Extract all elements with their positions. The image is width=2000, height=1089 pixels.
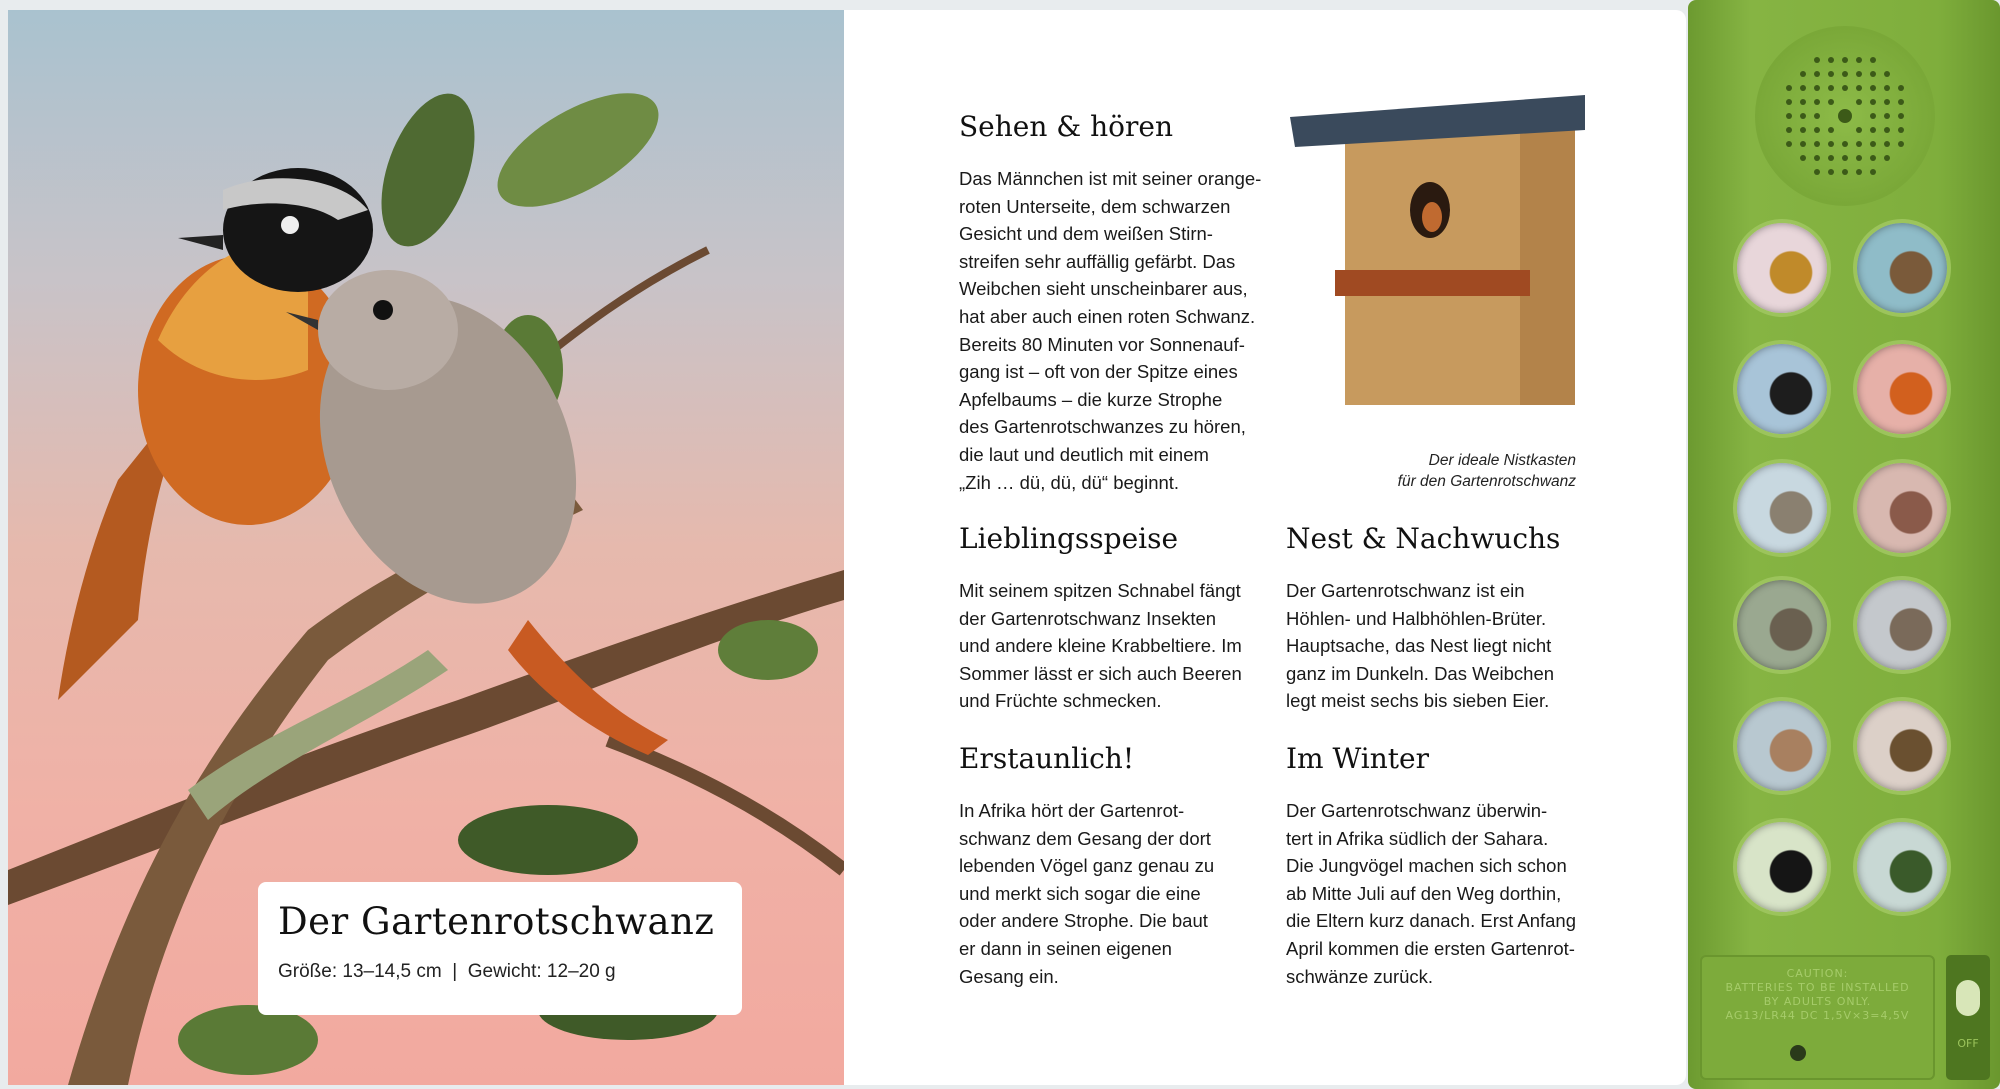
text-line: die Eltern kurz danach. Erst Anfang [1286,910,1577,932]
sound-button-owl[interactable] [1733,576,1831,674]
grille-hole [1786,99,1792,105]
grille-hole [1800,141,1806,147]
text-line: Apfelbaums – die kurze Strophe [959,388,1223,410]
section-heading-winter: Im Winter [1286,742,1429,775]
screw-icon [1790,1045,1806,1061]
grille-hole [1814,57,1820,63]
section-text-sehen [959,165,1261,496]
battery-caution-text: BY ADULTS ONLY. [1763,995,1872,1008]
grille-hole [1884,85,1890,91]
grille-hole [1842,141,1848,147]
grille-hole [1884,99,1890,105]
section-heading-sehen: Sehen & hören [959,110,1173,143]
grille-hole [1898,99,1904,105]
grille-hole [1842,155,1848,161]
text-line: Die Jungvögel machen sich schon [1286,855,1567,877]
text-line: er dann in seinen eigenen [959,937,1172,959]
section-text-lieblingsspeise [959,577,1242,715]
text-line: Sommer lässt er sich auch Beeren [959,662,1242,684]
text-line: schwanz dem Gesang der dort [959,827,1211,849]
grille-hole [1828,71,1834,77]
grille-hole [1814,141,1820,147]
grille-hole [1828,99,1834,105]
grille-hole [1870,99,1876,105]
sound-button-redstart-male[interactable] [1853,340,1951,438]
grille-hole [1828,85,1834,91]
switch-off-label: OFF [1957,1037,1979,1050]
grille-hole [1828,169,1834,175]
text-line: legt meist sechs bis sieben Eier. [1286,690,1550,712]
section-heading-lieblingsspeise: Lieblingsspeise [959,522,1179,555]
grille-hole [1814,99,1820,105]
text-line: oder andere Strophe. Die baut [959,910,1208,932]
sound-button-flycatcher[interactable] [1733,459,1831,557]
text-line: lebenden Vögel ganz genau zu [959,855,1215,877]
text-line: gang ist – oft von der Spitze eines [959,361,1238,383]
text-line: die laut und deutlich mit einem [959,443,1209,465]
grille-hole [1800,99,1806,105]
text-line: roten Unterseite, dem schwarzen [959,195,1231,217]
grille-hole [1870,113,1876,119]
grille-hole [1786,85,1792,91]
text-line: Der Gartenrotschwanz überwin- [1286,800,1548,821]
grille-hole [1884,155,1890,161]
grille-hole [1842,57,1848,63]
text-line: ab Mitte Juli auf den Weg dorthin, [1286,882,1562,904]
grille-hole [1786,127,1792,133]
grille-hole [1870,155,1876,161]
text-line: hat aber auch einen roten Schwanz. [959,305,1256,327]
grille-hole [1856,57,1862,63]
grille-hole [1884,127,1890,133]
text-line: des Gartenrotschwanzes zu hören, [959,416,1246,438]
battery-caution-text: BATTERIES TO BE INSTALLED [1725,981,1910,994]
text-line: Gesicht und dem weißen Stirn- [959,223,1213,245]
grille-hole [1814,155,1820,161]
power-switch[interactable] [1946,955,1990,1080]
battery-caution-text: AG13/LR44 DC 1,5V×3=4,5V [1725,1009,1910,1022]
text-line: „Zih … dü, dü, dü“ beginnt. [959,471,1180,493]
text-line: und andere kleine Krabbeltiere. Im [959,635,1242,657]
grille-hole [1828,155,1834,161]
text-line: ganz im Dunkeln. Das Weibchen [1286,662,1555,684]
grille-hole [1898,141,1904,147]
grille-hole [1856,99,1862,105]
grille-hole [1814,113,1820,119]
section-text-winter [1286,797,1576,990]
grille-hole [1884,113,1890,119]
grille-hole [1898,127,1904,133]
grille-hole [1814,71,1820,77]
text-line: der Gartenrotschwanz Insekten [959,607,1217,629]
caption-line: Der ideale Nistkasten [1428,452,1576,469]
sound-button-sparrow[interactable] [1853,219,1951,317]
text-line: schwänze zurück. [1286,965,1434,987]
grille-hole [1800,113,1806,119]
grille-hole [1856,127,1862,133]
grille-hole [1842,85,1848,91]
text-line: und Früchte schmecken. [959,690,1162,712]
grille-hole [1814,169,1820,175]
text-line: Bereits 80 Minuten vor Sonnenauf- [959,333,1245,355]
sound-button-woodpecker[interactable] [1853,818,1951,916]
sound-button-bee[interactable] [1733,219,1831,317]
text-line: und merkt sich sogar die eine [959,882,1201,904]
sound-button-shrike[interactable] [1853,459,1951,557]
grille-hole [1800,71,1806,77]
battery-caution-text: CAUTION: [1786,967,1849,980]
sound-button-waxwing[interactable] [1733,697,1831,795]
text-line: tert in Afrika südlich der Sahara. [1286,827,1549,849]
text-line: Das Männchen ist mit seiner orange- [959,168,1262,189]
grille-hole [1786,141,1792,147]
text-line: April kommen die ersten Gartenrot- [1286,937,1575,959]
section-heading-erstaunlich: Erstaunlich! [959,742,1135,775]
grille-hole [1884,141,1890,147]
grille-hole [1870,141,1876,147]
battery-cover [1700,955,1935,1080]
grille-hole [1842,169,1848,175]
grille-hole [1898,85,1904,91]
grille-hole [1814,85,1820,91]
switch-knob[interactable] [1956,980,1980,1016]
grille-hole [1800,85,1806,91]
sound-module-panel [1688,0,2000,1089]
text-line: Der Gartenrotschwanz ist ein [1286,580,1525,601]
grille-hole [1856,71,1862,77]
text-line: streifen sehr auffällig gefärbt. Das [959,250,1236,272]
grille-hole [1800,127,1806,133]
grille-hole [1884,71,1890,77]
grille-hole [1870,85,1876,91]
sound-button-thrush[interactable] [1853,576,1951,674]
grille-hole [1856,155,1862,161]
nest-box-caption [1276,450,1576,492]
grille-hole [1842,71,1848,77]
text-line: Mit seinem spitzen Schnabel fängt [959,580,1241,601]
species-facts: Größe: 13–14,5 cm | Gewicht: 12–20 g [278,961,616,982]
text-line: In Afrika hört der Gartenrot- [959,800,1185,821]
text-line: Gesang ein. [959,965,1059,987]
grille-hole [1870,57,1876,63]
section-heading-nest: Nest & Nachwuchs [1286,522,1561,555]
nest-box-image [1290,95,1590,415]
section-text-nest [1286,577,1554,715]
text-line: Hauptsache, das Nest liegt nicht [1286,635,1552,657]
grille-hole [1828,57,1834,63]
species-title: Der Gartenrotschwanz [278,900,715,943]
grille-hole [1856,141,1862,147]
grille-hole [1870,127,1876,133]
info-page [844,10,1686,1085]
grille-hole [1856,85,1862,91]
text-line: Höhlen- und Halbhöhlen-Brüter. [1286,607,1547,629]
speaker-grille-icon [1755,26,1935,206]
sound-button-great-tit[interactable] [1733,340,1831,438]
grille-hole [1898,113,1904,119]
caption-line: für den Gartenrotschwanz [1397,473,1576,490]
grille-hole [1870,169,1876,175]
grille-hole [1828,127,1834,133]
sound-button-blackbird[interactable] [1733,818,1831,916]
grille-hole [1786,113,1792,119]
grille-hole [1828,141,1834,147]
grille-hole [1814,127,1820,133]
sound-button-treecreeper[interactable] [1853,697,1951,795]
text-line: Weibchen sieht unscheinbarer aus, [959,278,1248,300]
species-title-card [258,882,742,1015]
grille-hole [1856,169,1862,175]
grille-hole [1870,71,1876,77]
grille-hole [1800,155,1806,161]
section-text-erstaunlich [959,797,1214,990]
